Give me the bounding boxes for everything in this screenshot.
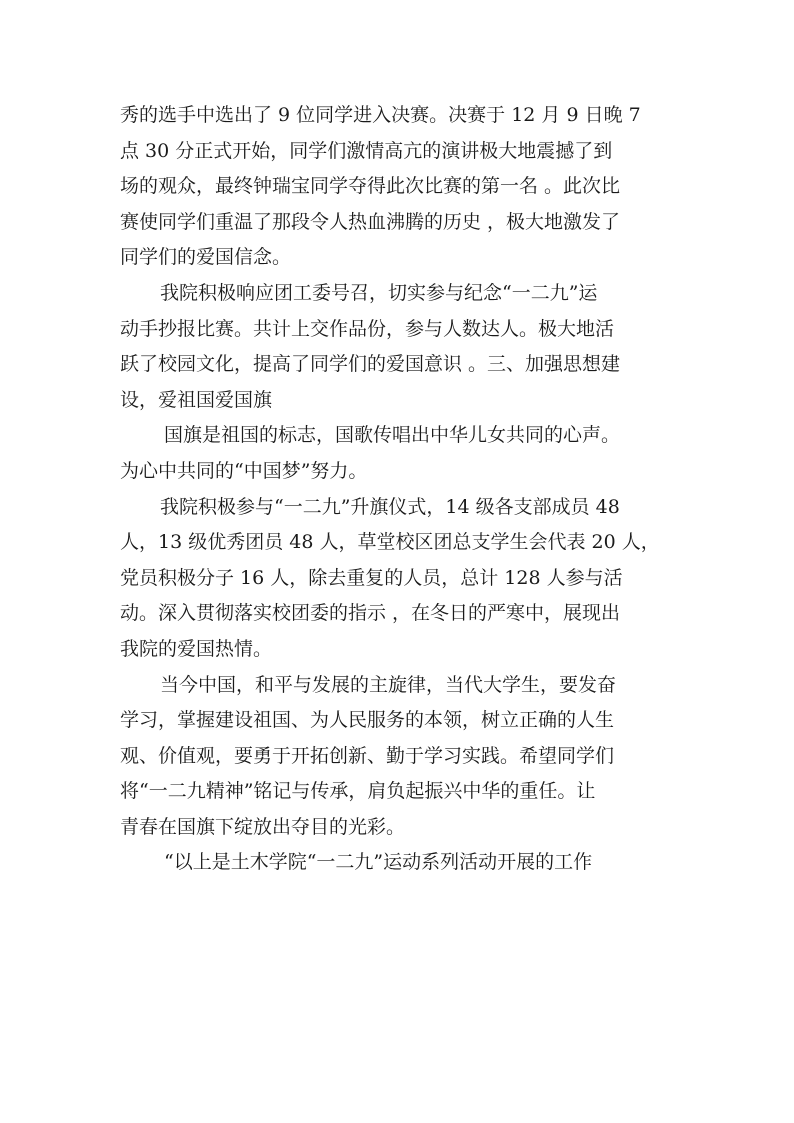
text-line: 同学们的爱国信念。 bbox=[120, 246, 292, 269]
text-line: 点 30 分正式开始，同学们激情高亢的演讲极大地震撼了到 bbox=[120, 139, 613, 162]
document-body bbox=[120, 98, 680, 881]
text-line: 党员积极分子 16 人，除去重复的人员，总计 128 人参与活 bbox=[120, 566, 623, 589]
text-line: 设，爱祖国爱国旗 bbox=[120, 388, 273, 411]
paragraph bbox=[120, 98, 680, 276]
paragraph bbox=[120, 490, 680, 668]
text-line: 我院积极参与“一二九”升旗仪式，14 级各支部成员 48 bbox=[160, 495, 620, 518]
text-line: 秀的选手中选出了 9 位同学进入决赛。决赛于 12 月 9 日晚 7 bbox=[120, 104, 641, 126]
paragraph bbox=[120, 418, 680, 489]
text-line: 为心中共同的“中国梦”努力。 bbox=[120, 459, 368, 482]
text-line: 赛使同学们重温了那段令人热血沸腾的历史 ，极大地激发了 bbox=[120, 210, 621, 233]
text-line: 我院的爱国热情。 bbox=[120, 637, 273, 660]
text-line: 人，13 级优秀团员 48 人，草堂校区团总支学生会代表 20 人， bbox=[120, 531, 660, 554]
text-line: 国旗是祖国的标志，国歌传唱出中华儿女共同的心声。 bbox=[164, 424, 621, 447]
text-line: 动手抄报比赛。共计上交作品份，参与人数达人。极大地活 bbox=[120, 317, 615, 340]
paragraph bbox=[120, 276, 680, 418]
paragraph bbox=[120, 845, 680, 881]
text-line: 场的观众，最终钟瑞宝同学夺得此次比赛的第一名 。此次比 bbox=[120, 175, 621, 198]
text-line: “以上是土木学院“一二九”运动系列活动开展的工作 bbox=[164, 851, 593, 874]
text-line: 当今中国，和平与发展的主旋律，当代大学生，要发奋 bbox=[160, 673, 617, 696]
text-line: 青春在国旗下绽放出夺目的光彩。 bbox=[120, 815, 406, 838]
paragraph bbox=[120, 668, 680, 846]
text-line: 跃了校园文化，提高了同学们的爱国意识 。三、加强思想建 bbox=[120, 353, 621, 376]
text-line: 观、价值观，要勇于开拓创新、勤于学习实践。希望同学们 bbox=[120, 744, 615, 767]
text-line: 动。深入贯彻落实校团委的指示 ，在冬日的严寒中，展现出 bbox=[120, 602, 621, 625]
text-line: 我院积极响应团工委号召，切实参与纪念“一二九”运 bbox=[160, 281, 598, 304]
text-line: 将“一二九精神”铭记与传承，肩负起振兴中华的重任。让 bbox=[120, 780, 596, 803]
text-line: 学习，掌握建设祖国、为人民服务的本领，树立正确的人生 bbox=[120, 709, 615, 732]
